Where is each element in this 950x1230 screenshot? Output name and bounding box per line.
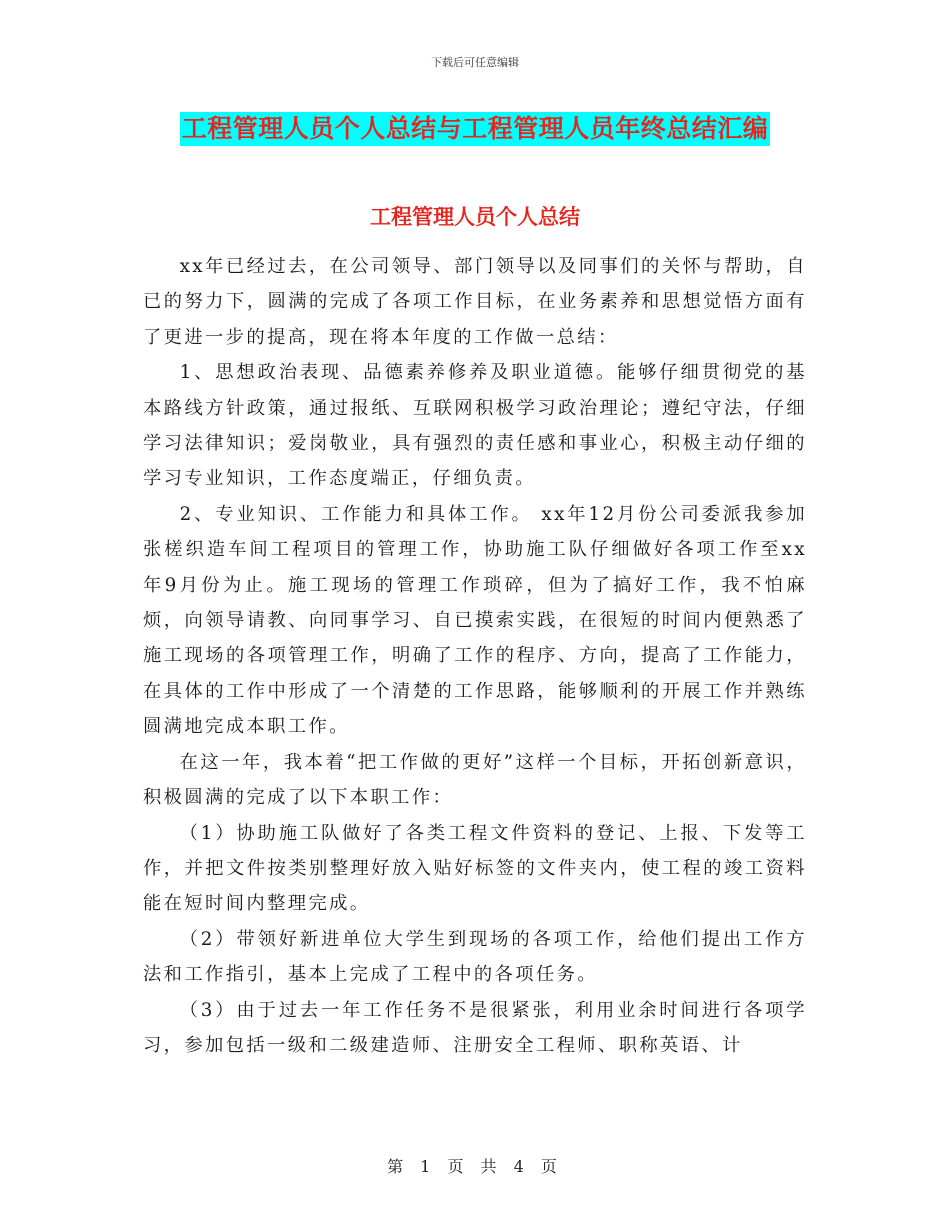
paragraph: （2）带领好新进单位大学生到现场的各项工作，给他们提出工作方法和工作指引，基本上完成了工程中的各项任务。 bbox=[143, 928, 807, 986]
document-title-text: 工程管理人员个人总结与工程管理人员年终总结汇编 bbox=[180, 112, 771, 146]
paragraph: 1、思想政治表现、品德素养修养及职业道德。能够仔细贯彻党的基本路线方针政策，通过报纸、互联网积极学习政治理论；遵纪守法，仔细学习法律知识；爱岗敬业，具有强烈的责任感和事业心，积极主动仔细的学习专业知识，工作态度端正，仔细负责。 bbox=[143, 362, 807, 490]
paragraph: 在这一年，我本着“把工作做的更好”这样一个目标，开拓创新意识，积极圆满的完成了以下本职工作： bbox=[143, 751, 807, 809]
page-number-footer: 第 1 页 共 4 页 bbox=[387, 1157, 563, 1176]
paragraph: （3）由于过去一年工作任务不是很紧张，利用业余时间进行各项学习，参加包括一级和二级建造师、注册安全工程师、职称英语、计 bbox=[143, 999, 807, 1056]
paragraph: （1）协助施工队做好了各类工程文件资料的登记、上报、下发等工作，并把文件按类别整理好放入贴好标签的文件夹内，使工程的竣工资料能在短时间内整理完成。 bbox=[143, 822, 807, 915]
page-header-note: 下载后可任意编辑 bbox=[431, 56, 519, 69]
document-body bbox=[143, 249, 807, 1063]
paragraph: 2、专业知识、工作能力和具体工作。 xx年12月份公司委派我参加张槎织造车间工程项目的管理工作，协助施工队仔细做好各项工作至xx年9月份为止。施工现场的管理工作琐碎，但为了搞好工作，我不怕麻烦，向领导请教、向同事学习、自已摸索实践，在很短的时间内便熟悉了施工现场的各项管理工作，明确了工作的程序、方向，提高了工作能力，在具体的工作中形成了一个清楚的工作思路，能够顺利的开展工作并熟练圆满地完成本职工作。 bbox=[143, 503, 807, 738]
document-title bbox=[0, 112, 950, 146]
section-title: 工程管理人员个人总结 bbox=[370, 205, 580, 229]
paragraph: xx年已经过去，在公司领导、部门领导以及同事们的关怀与帮助，自已的努力下，圆满的完成了各项工作目标，在业务素养和思想觉悟方面有了更进一步的提高，现在将本年度的工作做一总结： bbox=[143, 256, 807, 348]
